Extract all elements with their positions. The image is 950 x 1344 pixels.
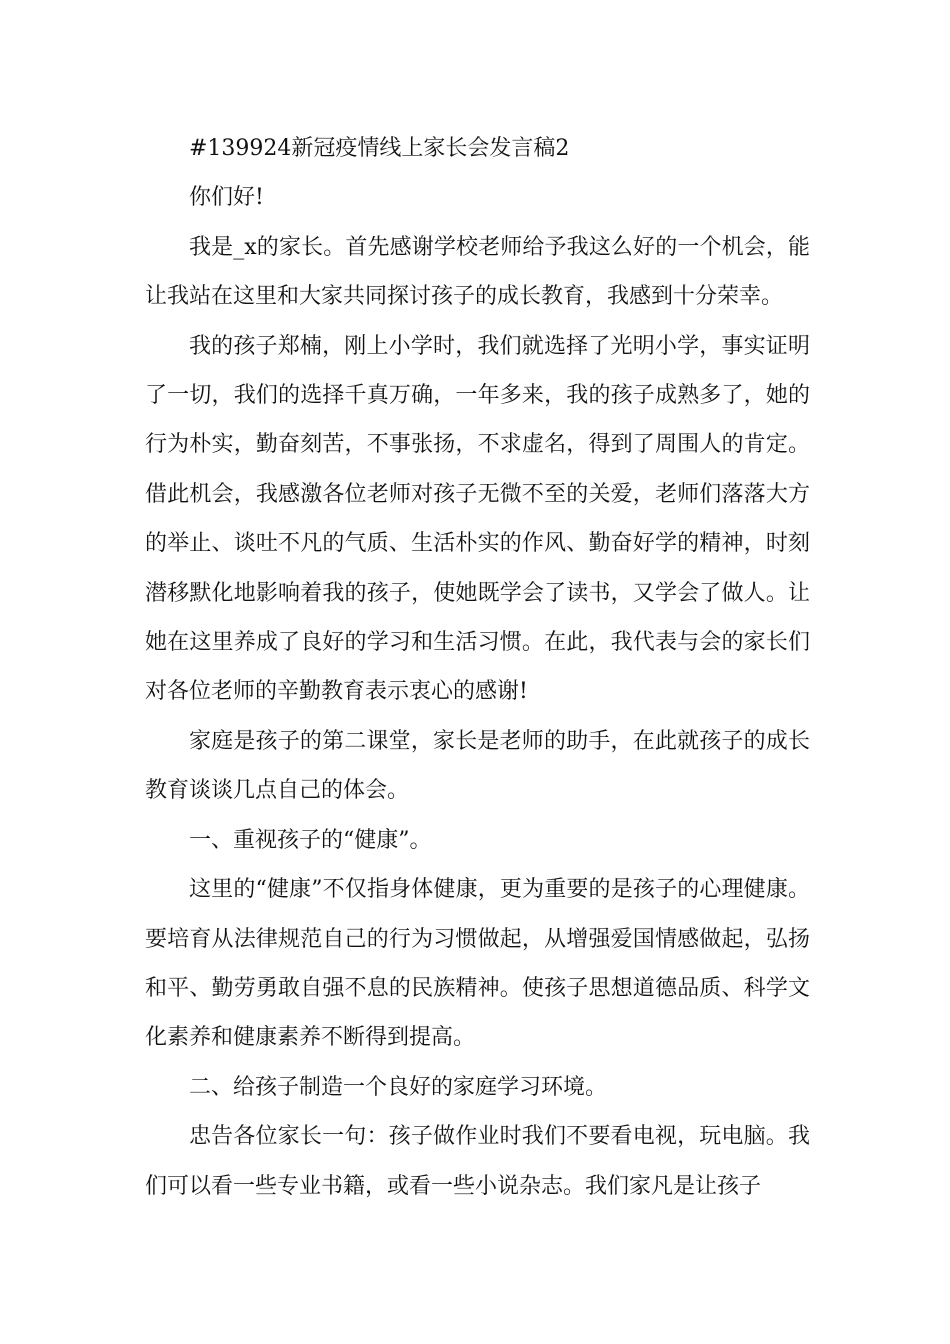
- greeting-paragraph: 你们好!: [189, 185, 264, 211]
- document-title: #139924新冠疫情线上家长会发言稿2: [189, 136, 570, 161]
- environment-paragraph: 忠告各位家长一句：孩子做作业时我们不要看电视，玩电脑。我们可以看一些专业书籍，或看一些小说杂志。我们家凡是让孩子: [145, 1124, 810, 1199]
- document-body: [145, 124, 810, 1211]
- health-paragraph: 这里的“健康”不仅指身体健康，更为重要的是孩子的心理健康。要培育从法律规范自己的行为习惯做起，从增强爱国情感做起，弘扬和平、勤劳勇敢自强不息的民族精神。使孩子思想道德品质、科学文化素养和健康素养不断得到提高。: [145, 877, 810, 1051]
- family-paragraph: 家庭是孩子的第二课堂，家长是老师的助手，在此就孩子的成长教育谈谈几点自己的体会。: [145, 728, 810, 804]
- section-heading-environment: 二、给孩子制造一个良好的家庭学习环境。: [189, 1074, 608, 1100]
- intro-paragraph: 我是_x的家长。首先感谢学校老师给予我这么好的一个机会，能让我站在这里和大家共同探讨孩子的成长教育，我感到十分荣幸。: [145, 234, 810, 310]
- child-paragraph: 我的孩子郑楠，刚上小学时，我们就选择了光明小学，事实证明了一切，我们的选择千真万确，一年多来，我的孩子成熟多了，她的行为朴实，勤奋刻苦，不事张扬，不求虚名，得到了周围人的肯定。借此机会，我感激各位老师对孩子无微不至的关爱，老师们落落大方的举止、谈吐不凡的气质、生活朴实的作风、勤奋好学的精神，时刻潜移默化地影响着我的孩子，使她既学会了读书，又学会了做人。让她在这里养成了良好的学习和生活习惯。在此，我代表与会的家长们对各位老师的辛勤教育表示衷心的感谢!: [145, 333, 810, 705]
- section-heading-health: 一、重视孩子的“健康”。: [189, 827, 432, 853]
